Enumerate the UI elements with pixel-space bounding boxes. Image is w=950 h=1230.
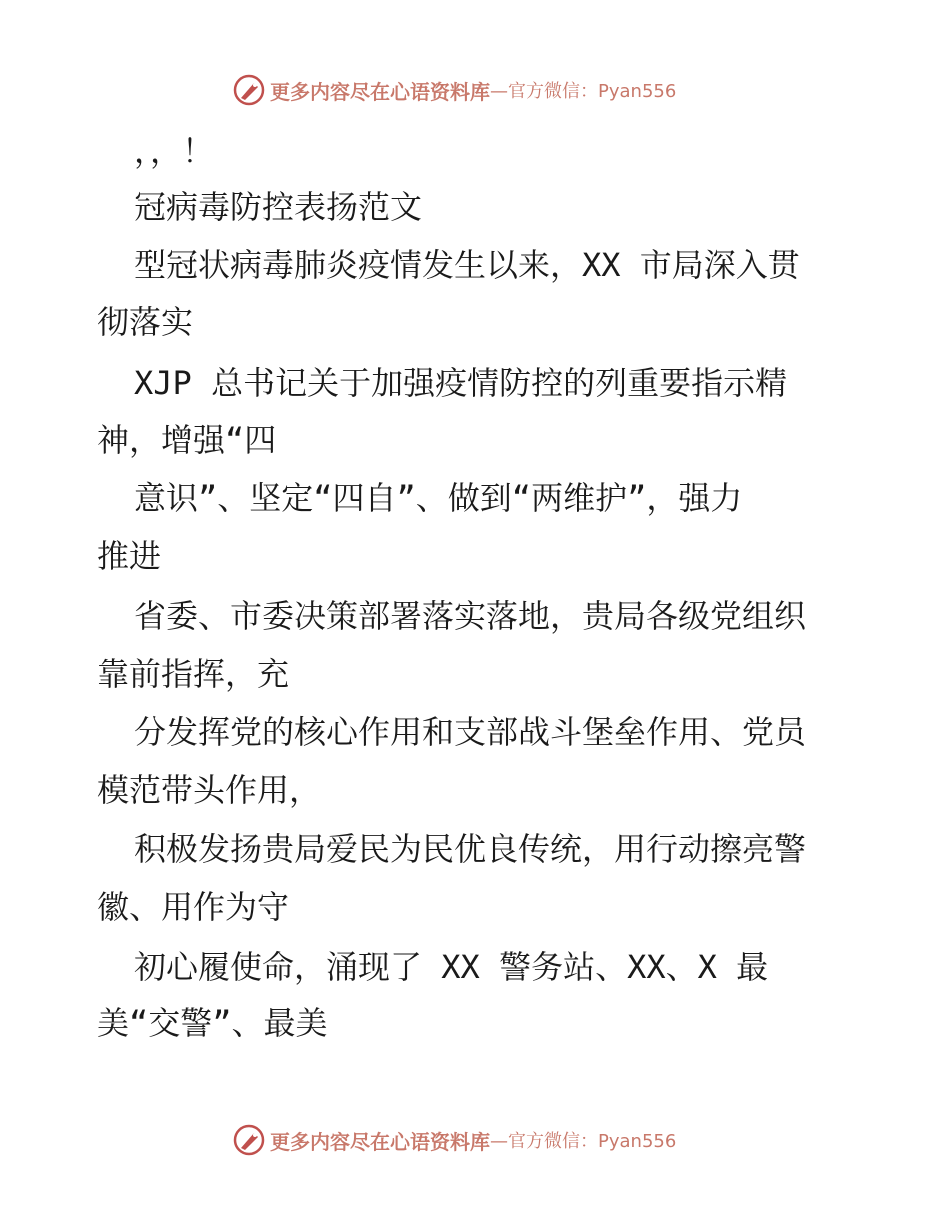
banner-main-text: 更多内容尽在心语资料库 [270, 79, 490, 104]
banner-main-text: 更多内容尽在心语资料库 [270, 1129, 490, 1154]
pen-nib-logo-icon [232, 73, 266, 107]
text-line: 分发挥党的核心作用和支部战斗堡垒作用、党员 [134, 713, 807, 751]
text-line: XJP 总书记关于加强疫情防控的列重要指示精 [134, 364, 788, 402]
text-line: 美“交警”、最美 [97, 1004, 328, 1042]
document-heading: 冠病毒防控表扬范文 [134, 188, 423, 226]
header-banner [232, 70, 676, 110]
text-line: 推进 [97, 537, 162, 575]
text-line: 积极发扬贵局爱民为民优良传统，用行动擦亮警 [134, 830, 807, 868]
text-line: 靠前指挥，充 [97, 655, 290, 693]
banner-wechat-text: —官方微信：Pyan556 [490, 81, 677, 102]
text-line: 徽、用作为守 [97, 888, 290, 926]
footer-banner [232, 1120, 676, 1160]
banner-wechat-text: —官方微信：Pyan556 [490, 1131, 677, 1152]
text-line: ，，！ [134, 132, 215, 170]
text-line: 神，增强“四 [97, 421, 277, 459]
pen-nib-logo-icon [232, 1123, 266, 1157]
text-line: 初心履使命，涌现了 XX 警务站、XX、X 最 [134, 948, 769, 986]
text-line: 省委、市委决策部署落实落地，贵局各级党组织 [134, 597, 807, 635]
text-line: 彻落实 [97, 303, 194, 341]
text-line: 模范带头作用， [97, 771, 322, 809]
text-line: 型冠状病毒肺炎疫情发生以来，XX 市局深入贯 [134, 246, 800, 284]
text-line: 意识”、坚定“四自”、做到“两维护”，强力 [134, 479, 743, 517]
